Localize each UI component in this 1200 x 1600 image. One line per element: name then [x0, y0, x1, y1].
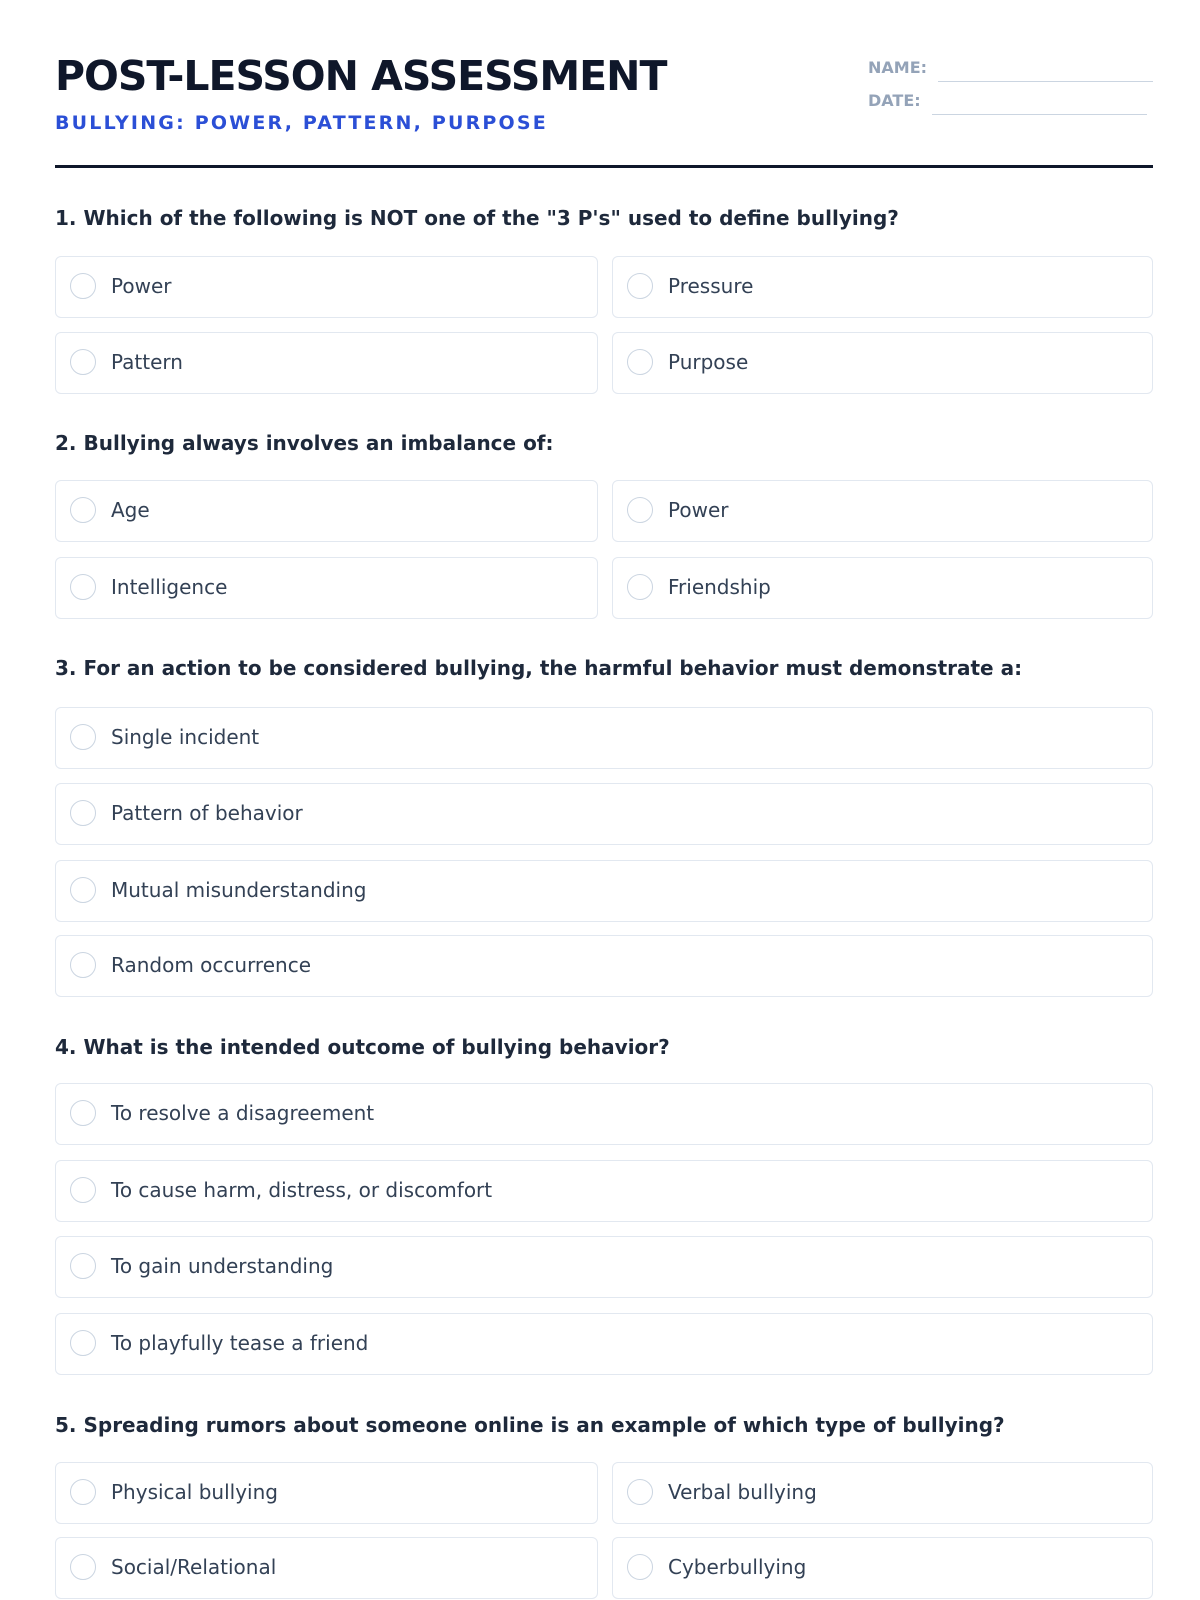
radio-button[interactable] — [627, 497, 653, 523]
answer-option[interactable] — [612, 557, 1153, 619]
answer-label: Power — [668, 498, 729, 522]
radio-button[interactable] — [70, 1253, 96, 1279]
answer-label: Mutual misunderstanding — [111, 878, 367, 902]
answer-option[interactable] — [612, 332, 1153, 394]
answer-option[interactable] — [55, 707, 1153, 769]
answer-label: Single incident — [111, 725, 260, 749]
answer-option[interactable] — [55, 935, 1153, 997]
answer-option[interactable] — [55, 783, 1153, 845]
date-field[interactable] — [868, 89, 1153, 115]
answer-label: To playfully tease a friend — [111, 1331, 369, 1355]
answer-option[interactable] — [612, 1462, 1153, 1524]
radio-button[interactable] — [627, 1554, 653, 1580]
radio-button[interactable] — [70, 1330, 96, 1356]
answer-label: To cause harm, distress, or discomfort — [111, 1178, 493, 1202]
answer-label: To gain understanding — [111, 1254, 334, 1278]
answer-label: Verbal bullying — [668, 1480, 817, 1504]
answer-option[interactable] — [55, 1160, 1153, 1222]
name-label: NAME: — [868, 58, 928, 77]
answer-option[interactable] — [55, 557, 598, 619]
answer-label: Friendship — [668, 575, 771, 599]
answer-label: Purpose — [668, 350, 749, 374]
radio-button[interactable] — [627, 1479, 653, 1505]
answer-label: Pattern — [111, 350, 183, 374]
radio-button[interactable] — [70, 1177, 96, 1203]
question-text: 2. Bullying always involves an imbalance of: — [55, 431, 554, 455]
radio-button[interactable] — [627, 349, 653, 375]
answer-option[interactable] — [55, 480, 598, 542]
radio-button[interactable] — [70, 877, 96, 903]
page-subtitle: BULLYING: POWER, PATTERN, PURPOSE — [55, 112, 548, 134]
radio-button[interactable] — [70, 1479, 96, 1505]
radio-button[interactable] — [70, 724, 96, 750]
radio-button[interactable] — [70, 1100, 96, 1126]
answer-option[interactable] — [612, 480, 1153, 542]
radio-button[interactable] — [70, 1554, 96, 1580]
answer-label: Age — [111, 498, 150, 522]
answer-option[interactable] — [55, 256, 598, 318]
question-text: 4. What is the intended outcome of bullying behavior? — [55, 1035, 670, 1059]
answer-label: Random occurrence — [111, 953, 311, 977]
question-text: 3. For an action to be considered bullying, the harmful behavior must demonstrate a: — [55, 656, 1023, 680]
answer-label: Intelligence — [111, 575, 228, 599]
name-input-line[interactable] — [938, 81, 1153, 82]
answer-option[interactable] — [55, 860, 1153, 922]
answer-option[interactable] — [55, 1236, 1153, 1298]
answer-label: Pressure — [668, 274, 754, 298]
answer-option[interactable] — [612, 256, 1153, 318]
radio-button[interactable] — [70, 349, 96, 375]
radio-button[interactable] — [70, 273, 96, 299]
answer-option[interactable] — [55, 1537, 598, 1599]
answer-label: Physical bullying — [111, 1480, 278, 1504]
answer-label: Power — [111, 274, 172, 298]
date-input-line[interactable] — [932, 114, 1147, 115]
radio-button[interactable] — [70, 952, 96, 978]
answer-label: To resolve a disagreement — [111, 1101, 375, 1125]
radio-button[interactable] — [70, 574, 96, 600]
radio-button[interactable] — [70, 800, 96, 826]
radio-button[interactable] — [70, 497, 96, 523]
answer-option[interactable] — [55, 1313, 1153, 1375]
answer-label: Cyberbullying — [668, 1555, 807, 1579]
answer-label: Social/Relational — [111, 1555, 277, 1579]
question-text: 5. Spreading rumors about someone online is an example of which type of bullying? — [55, 1413, 1005, 1437]
answer-option[interactable] — [55, 1462, 598, 1524]
date-label: DATE: — [868, 91, 921, 110]
answer-option[interactable] — [612, 1537, 1153, 1599]
question-text: 1. Which of the following is NOT one of the "3 P's" used to define bullying? — [55, 206, 899, 230]
answer-option[interactable] — [55, 1083, 1153, 1145]
name-field[interactable] — [868, 56, 1153, 82]
answer-label: Pattern of behavior — [111, 801, 303, 825]
answer-option[interactable] — [55, 332, 598, 394]
page-title: POST-LESSON ASSESSMENT — [55, 52, 667, 100]
radio-button[interactable] — [627, 273, 653, 299]
radio-button[interactable] — [627, 574, 653, 600]
assessment-header — [55, 0, 1153, 168]
